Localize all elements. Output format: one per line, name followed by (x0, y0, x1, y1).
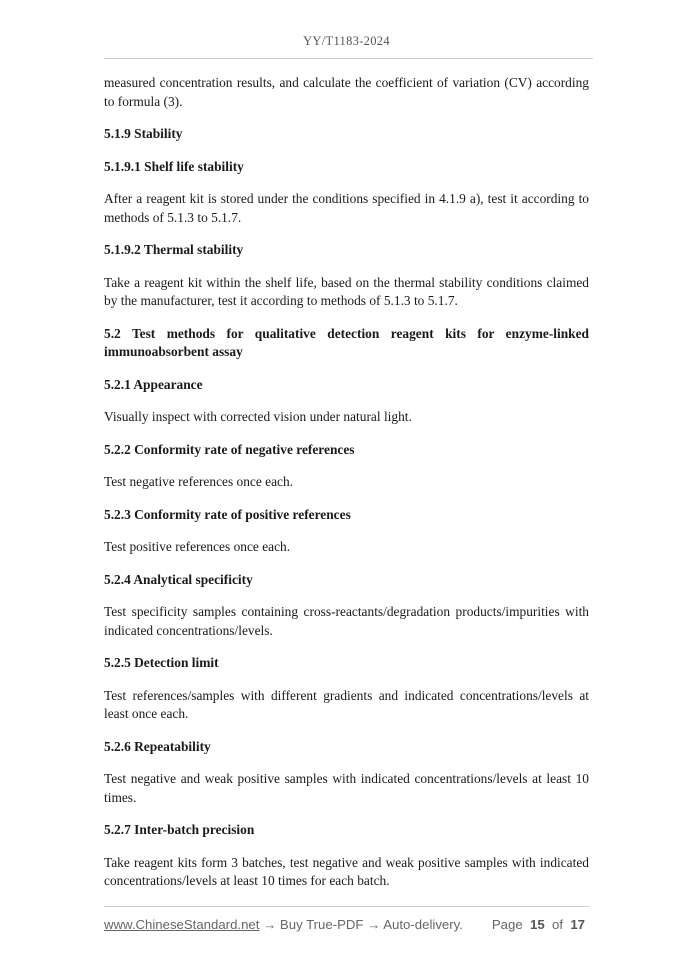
header-divider (104, 58, 593, 59)
section-heading-5-2-1: 5.2.1 Appearance (104, 376, 203, 392)
paragraph-5-1-9-1: After a reagent kit is stored under the conditions specified in 4.1.9 a), test it according to methods of 5.1.3 to 5.1.7. (104, 191, 589, 225)
section-heading-5-2-7: 5.2.7 Inter-batch precision (104, 822, 255, 837)
footer-promo (104, 917, 463, 932)
paragraph-5-2-5: Test references/samples with different gradients and indicated concentrations/levels at least once each. (104, 687, 589, 721)
page-indicator (492, 917, 585, 932)
section-heading-5-1-9: 5.1.9 Stability (104, 126, 183, 141)
section-heading-5-2-3: 5.2.3 Conformity rate of positive references (104, 506, 351, 522)
section-heading-5-2-5: 5.2.5 Detection limit (104, 655, 219, 670)
paragraph-5-2-4: Test specificity samples containing cross-reactants/degradation products/impurities with indicated concentrations/levels. (104, 604, 589, 638)
page-word: Page (491, 917, 523, 932)
page-footer (104, 917, 589, 937)
of-word: of (552, 917, 563, 932)
paragraph-5-1-9-2: Take a reagent kit within the shelf life, based on the thermal stability conditions claimed by the manufacturer, test it according to methods of 5.1.3 to 5.1.7. (104, 274, 589, 308)
paragraph-5-2-2: Test negative references once each. (104, 474, 294, 489)
footer-divider (104, 906, 589, 907)
paragraph-5-2-6: Test negative and weak positive samples with indicated concentrations/levels at least 10 times. (104, 771, 589, 805)
paragraph-5-2-3: Test positive references once each. (104, 539, 291, 554)
site-link[interactable]: www.ChineseStandard.net (104, 917, 260, 932)
section-heading-5-1-9-2: 5.1.9.2 Thermal stability (104, 242, 244, 257)
paragraph-5-2-7: Take reagent kits form 3 batches, test negative and weak positive samples with indicated concentrations/levels at least 10 times for each batch. (104, 854, 589, 888)
section-heading-5-2-6: 5.2.6 Repeatability (104, 738, 211, 754)
page-number: 15 (530, 917, 545, 932)
section-heading-5-2-4: 5.2.4 Analytical specificity (104, 571, 253, 587)
continuation-paragraph: measured concentration results, and calculate the coefficient of variation (CV) according to formula (3). (104, 75, 589, 109)
promo-text: → Buy True-PDF → Auto-delivery. (259, 917, 463, 932)
section-heading-5-2-2: 5.2.2 Conformity rate of negative references (104, 441, 355, 457)
page-content (104, 74, 589, 891)
page-total: 17 (570, 917, 585, 932)
document-code-header: YY/T1183-2024 (303, 34, 390, 48)
section-heading-5-2: 5.2 Test methods for qualitative detection reagent kits for enzyme-linked immunoabsorbent assay (104, 325, 589, 359)
section-heading-5-1-9-1: 5.1.9.1 Shelf life stability (104, 158, 244, 174)
paragraph-5-2-1: Visually inspect with corrected vision under natural light. (104, 409, 412, 424)
